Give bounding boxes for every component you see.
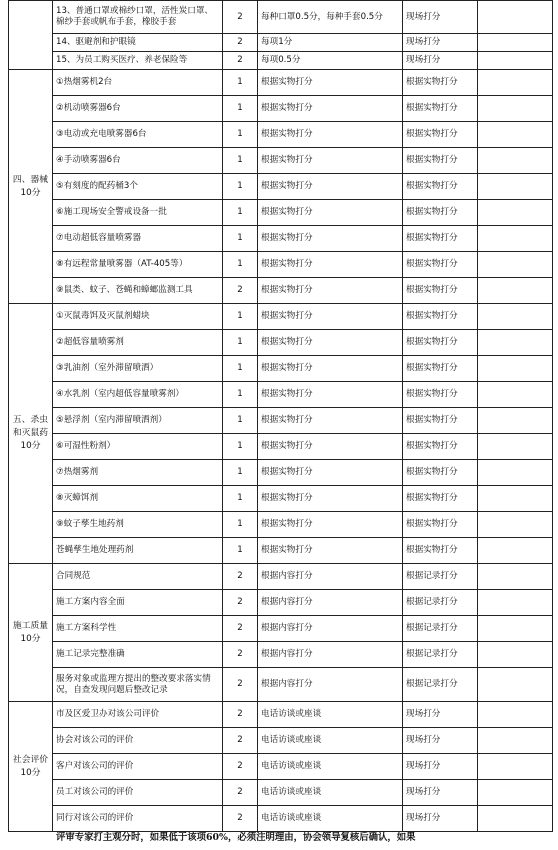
standard-cell: 根据实物打分: [258, 226, 403, 252]
note-cell: [478, 486, 553, 512]
table-row: [9, 52, 553, 70]
standard-cell: 根据内容打分: [258, 642, 403, 668]
item-cell: ④水乳剂（室内超低容量喷雾剂）: [53, 382, 223, 408]
table-row: [9, 122, 553, 148]
score-cell: 1: [223, 486, 258, 512]
table-row: [9, 702, 553, 728]
category-cell: 四、器械 10分: [9, 70, 53, 304]
method-cell: 根据实物打分: [403, 356, 478, 382]
item-cell: 员工对该公司的评价: [53, 780, 223, 806]
method-cell: 根据实物打分: [403, 460, 478, 486]
score-cell: 1: [223, 408, 258, 434]
standard-cell: 电话访谈或座谈: [258, 702, 403, 728]
table-row: [9, 34, 553, 52]
score-cell: 2: [223, 34, 258, 52]
item-cell: 施工方案科学性: [53, 616, 223, 642]
method-cell: 根据记录打分: [403, 642, 478, 668]
method-cell: 现场打分: [403, 754, 478, 780]
score-cell: 1: [223, 122, 258, 148]
score-cell: 1: [223, 304, 258, 330]
item-cell: 客户对该公司的评价: [53, 754, 223, 780]
score-cell: 1: [223, 434, 258, 460]
note-cell: [478, 1, 553, 34]
table-row: [9, 200, 553, 226]
standard-cell: 根据实物打分: [258, 356, 403, 382]
note-cell: [478, 356, 553, 382]
note-cell: [478, 278, 553, 304]
table-row: [9, 330, 553, 356]
item-cell: 合同规范: [53, 564, 223, 590]
score-cell: 2: [223, 728, 258, 754]
table-row: [9, 806, 553, 832]
item-cell: 协会对该公司的评价: [53, 728, 223, 754]
standard-cell: 根据实物打分: [258, 330, 403, 356]
note-cell: [478, 512, 553, 538]
method-cell: 根据实物打分: [403, 174, 478, 200]
score-cell: 1: [223, 70, 258, 96]
note-cell: [478, 728, 553, 754]
note-cell: [478, 590, 553, 616]
note-cell: [478, 382, 553, 408]
table-row: [9, 564, 553, 590]
method-cell: 根据实物打分: [403, 226, 478, 252]
method-cell: 现场打分: [403, 52, 478, 70]
score-cell: 2: [223, 52, 258, 70]
note-cell: [478, 780, 553, 806]
table-row: [9, 460, 553, 486]
note-cell: [478, 564, 553, 590]
item-cell: ⑤有刻度的配药桶3个: [53, 174, 223, 200]
method-cell: 根据实物打分: [403, 408, 478, 434]
note-cell: [478, 754, 553, 780]
score-cell: 1: [223, 226, 258, 252]
item-cell: ③乳油剂（室外滞留喷洒）: [53, 356, 223, 382]
standard-cell: 根据实物打分: [258, 460, 403, 486]
table-row: [9, 252, 553, 278]
method-cell: 根据实物打分: [403, 434, 478, 460]
table-row: [9, 70, 553, 96]
table-row: [9, 486, 553, 512]
standard-cell: 根据实物打分: [258, 408, 403, 434]
method-cell: 根据实物打分: [403, 122, 478, 148]
table-row: [9, 382, 553, 408]
item-cell: 13、普通口罩或棉纱口罩，活性炭口罩、棉纱手套或帆布手套，橡胶手套: [53, 1, 223, 34]
score-cell: 2: [223, 668, 258, 702]
table-row: [9, 304, 553, 330]
item-cell: ⑦电动超低容量喷雾器: [53, 226, 223, 252]
note-cell: [478, 538, 553, 564]
score-cell: 1: [223, 512, 258, 538]
standard-cell: 根据实物打分: [258, 304, 403, 330]
item-cell: 施工记录完整准确: [53, 642, 223, 668]
method-cell: 根据实物打分: [403, 382, 478, 408]
method-cell: 根据实物打分: [403, 538, 478, 564]
item-cell: ⑧有远程常量喷雾器（AT-405等）: [53, 252, 223, 278]
item-cell: 14、驱避剂和护眼镜: [53, 34, 223, 52]
standard-cell: 每项1分: [258, 34, 403, 52]
score-cell: 1: [223, 148, 258, 174]
table-row: [9, 754, 553, 780]
standard-cell: 根据实物打分: [258, 252, 403, 278]
item-cell: 苍蝇孳生地处理药剂: [53, 538, 223, 564]
table-row: [9, 512, 553, 538]
score-cell: 1: [223, 174, 258, 200]
standard-cell: 根据实物打分: [258, 382, 403, 408]
item-cell: 市及区爱卫办对该公司评价: [53, 702, 223, 728]
table-row: [9, 96, 553, 122]
item-cell: 服务对象或监理方提出的整改要求落实情况，自查发现问题后整改记录: [53, 668, 223, 702]
item-cell: ⑥可湿性粉剂）: [53, 434, 223, 460]
score-cell: 2: [223, 780, 258, 806]
item-cell: 施工方案内容全面: [53, 590, 223, 616]
table-row: [9, 226, 553, 252]
table-row: [9, 174, 553, 200]
method-cell: 根据实物打分: [403, 486, 478, 512]
item-cell: ③电动或充电喷雾器6台: [53, 122, 223, 148]
table-row: [9, 590, 553, 616]
table-row: [9, 728, 553, 754]
score-cell: 2: [223, 590, 258, 616]
note-cell: [478, 252, 553, 278]
score-cell: 2: [223, 702, 258, 728]
score-cell: 2: [223, 1, 258, 34]
note-cell: [478, 642, 553, 668]
category-cell: 施工质量 10分: [9, 564, 53, 702]
score-cell: 2: [223, 754, 258, 780]
table-row: [9, 642, 553, 668]
score-cell: 1: [223, 356, 258, 382]
table-row: [9, 538, 553, 564]
item-cell: ①灭鼠毒饵及灭鼠剂蜡块: [53, 304, 223, 330]
score-cell: 2: [223, 642, 258, 668]
category-cell: [9, 1, 53, 70]
note-cell: [478, 226, 553, 252]
score-cell: 1: [223, 460, 258, 486]
standard-cell: 每项0.5分: [258, 52, 403, 70]
table-row: [9, 780, 553, 806]
score-cell: 1: [223, 330, 258, 356]
method-cell: 根据记录打分: [403, 616, 478, 642]
score-cell: 2: [223, 564, 258, 590]
item-cell: 同行对该公司的评价: [53, 806, 223, 832]
method-cell: 现场打分: [403, 806, 478, 832]
standard-cell: 根据实物打分: [258, 434, 403, 460]
score-cell: 1: [223, 382, 258, 408]
table-row: [9, 148, 553, 174]
item-cell: ①热烟雾机2台: [53, 70, 223, 96]
method-cell: 根据实物打分: [403, 278, 478, 304]
note-cell: [478, 702, 553, 728]
method-cell: 根据记录打分: [403, 590, 478, 616]
method-cell: 现场打分: [403, 702, 478, 728]
method-cell: 现场打分: [403, 1, 478, 34]
category-cell: 社会评价 10分: [9, 702, 53, 832]
standard-cell: 根据实物打分: [258, 148, 403, 174]
note-cell: [478, 434, 553, 460]
note-cell: [478, 148, 553, 174]
method-cell: 根据实物打分: [403, 200, 478, 226]
item-cell: ②机动喷雾器6台: [53, 96, 223, 122]
standard-cell: 电话访谈或座谈: [258, 754, 403, 780]
score-cell: 1: [223, 538, 258, 564]
standard-cell: 根据内容打分: [258, 668, 403, 702]
score-cell: 1: [223, 200, 258, 226]
method-cell: 根据实物打分: [403, 148, 478, 174]
method-cell: 根据记录打分: [403, 564, 478, 590]
method-cell: 根据实物打分: [403, 96, 478, 122]
note-cell: [478, 200, 553, 226]
method-cell: 根据记录打分: [403, 668, 478, 702]
note-cell: [478, 806, 553, 832]
note-cell: [478, 668, 553, 702]
standard-cell: 根据内容打分: [258, 616, 403, 642]
score-cell: 1: [223, 252, 258, 278]
method-cell: 现场打分: [403, 780, 478, 806]
table-row: [9, 434, 553, 460]
note-cell: [478, 304, 553, 330]
item-cell: ⑤悬浮剂（室内滞留喷洒剂）: [53, 408, 223, 434]
footer-note: 评审专家打主观分时，如果低于该项60%，必须注明理由，协会领导复核后确认，如果: [56, 832, 416, 843]
note-cell: [478, 52, 553, 70]
item-cell: ②超低容量喷雾剂: [53, 330, 223, 356]
table-row: [9, 408, 553, 434]
table-row: [9, 1, 553, 34]
method-cell: 根据实物打分: [403, 330, 478, 356]
note-cell: [478, 122, 553, 148]
score-cell: 1: [223, 96, 258, 122]
standard-cell: 根据实物打分: [258, 538, 403, 564]
method-cell: 根据实物打分: [403, 304, 478, 330]
item-cell: ⑧灭蟑饵剂: [53, 486, 223, 512]
standard-cell: 根据实物打分: [258, 512, 403, 538]
score-cell: 2: [223, 616, 258, 642]
method-cell: 根据实物打分: [403, 70, 478, 96]
table-row: [9, 278, 553, 304]
category-cell: 五、杀虫和灭鼠药 10分: [9, 304, 53, 564]
standard-cell: 电话访谈或座谈: [258, 806, 403, 832]
note-cell: [478, 174, 553, 200]
item-cell: 15、为员工购买医疗、养老保险等: [53, 52, 223, 70]
score-cell: 2: [223, 806, 258, 832]
standard-cell: 电话访谈或座谈: [258, 728, 403, 754]
note-cell: [478, 96, 553, 122]
standard-cell: 根据实物打分: [258, 486, 403, 512]
method-cell: 现场打分: [403, 34, 478, 52]
standard-cell: 根据内容打分: [258, 564, 403, 590]
standard-cell: 根据实物打分: [258, 200, 403, 226]
note-cell: [478, 460, 553, 486]
method-cell: 根据实物打分: [403, 512, 478, 538]
standard-cell: 根据实物打分: [258, 96, 403, 122]
table-row: [9, 668, 553, 702]
standard-cell: 每种口罩0.5分，每种手套0.5分: [258, 1, 403, 34]
item-cell: ⑨蚊子孳生地药剂: [53, 512, 223, 538]
item-cell: ④手动喷雾器6台: [53, 148, 223, 174]
note-cell: [478, 408, 553, 434]
note-cell: [478, 616, 553, 642]
note-cell: [478, 70, 553, 96]
standard-cell: 电话访谈或座谈: [258, 780, 403, 806]
table-row: [9, 616, 553, 642]
score-cell: 2: [223, 278, 258, 304]
scoring-sheet: [8, 0, 552, 843]
note-cell: [478, 34, 553, 52]
method-cell: 现场打分: [403, 728, 478, 754]
score-table: [8, 0, 553, 832]
note-cell: [478, 330, 553, 356]
standard-cell: 根据实物打分: [258, 70, 403, 96]
item-cell: ⑨鼠类、蚊子、苍蝇和蟑螂监测工具: [53, 278, 223, 304]
standard-cell: 根据内容打分: [258, 590, 403, 616]
method-cell: 根据实物打分: [403, 252, 478, 278]
standard-cell: 根据实物打分: [258, 174, 403, 200]
item-cell: ⑥施工现场安全警戒设备一批: [53, 200, 223, 226]
item-cell: ⑦热烟雾剂: [53, 460, 223, 486]
table-row: [9, 356, 553, 382]
standard-cell: 根据实物打分: [258, 278, 403, 304]
standard-cell: 根据实物打分: [258, 122, 403, 148]
